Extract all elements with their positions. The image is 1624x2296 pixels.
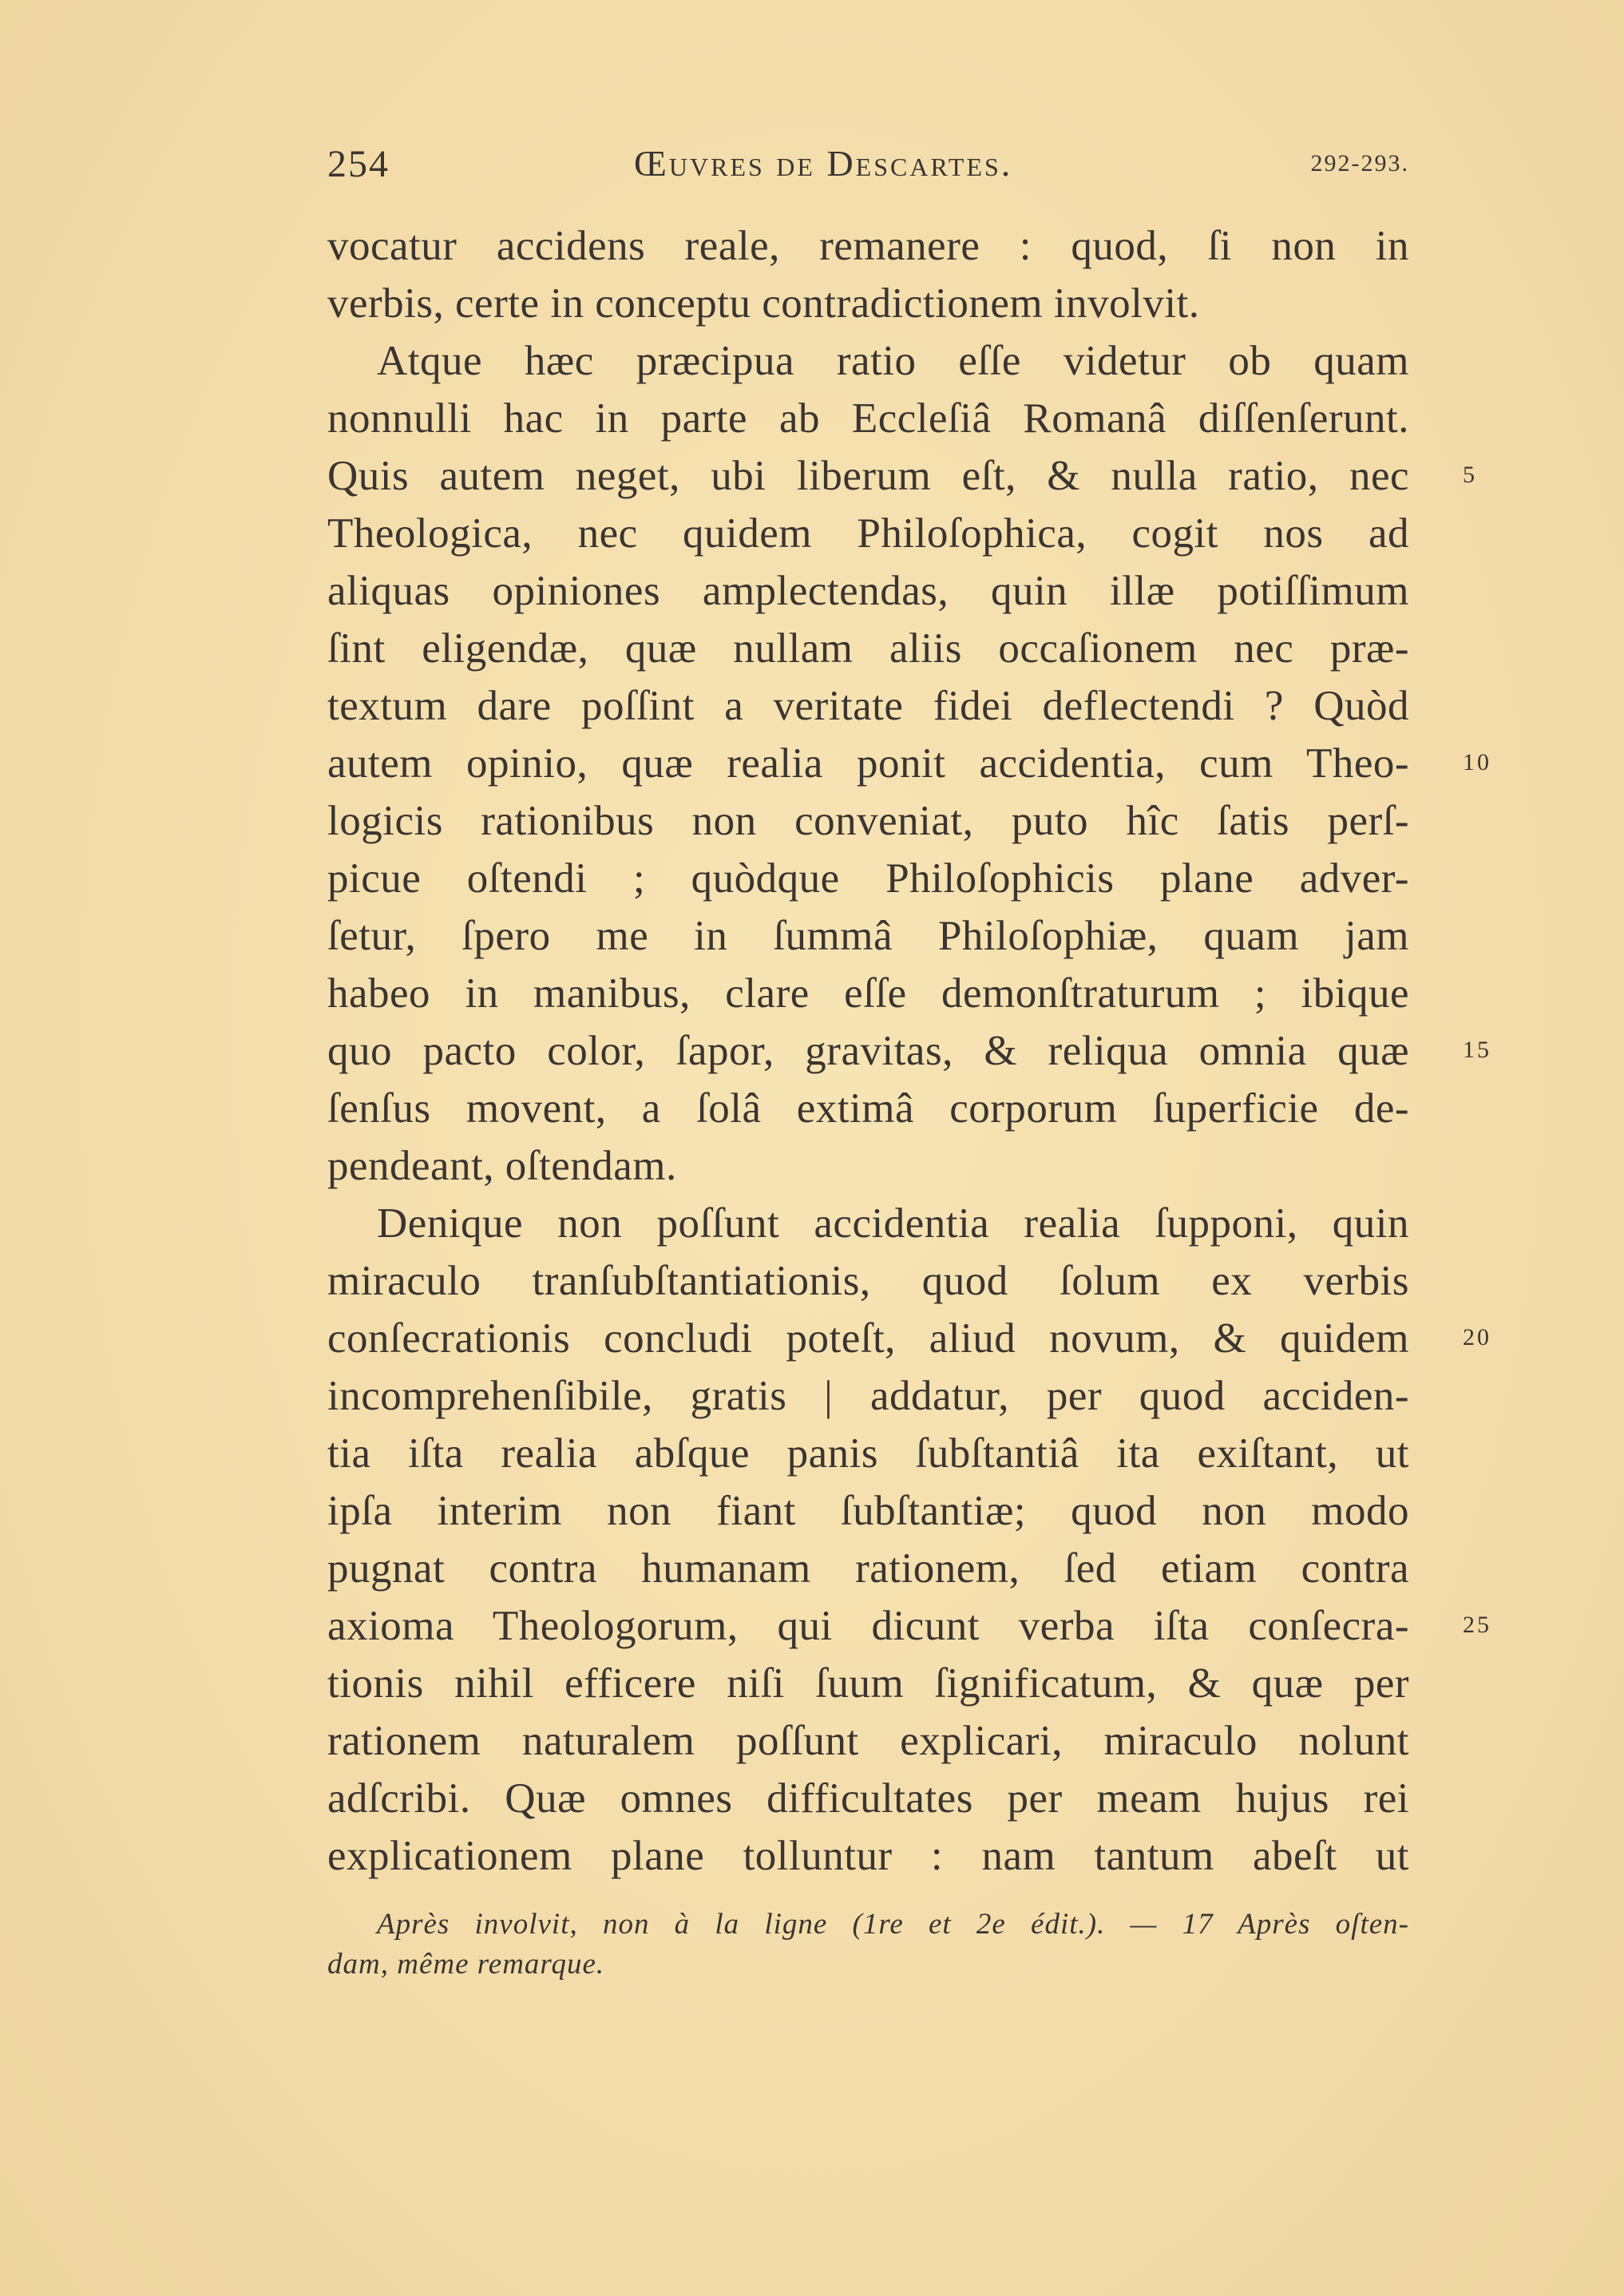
text-line: Denique non poſſunt accidentia realia ſupponi, quin <box>377 1200 1409 1247</box>
text-line: aliquas opiniones amplectendas, quin illæ potiſſimum <box>327 568 1409 614</box>
text-line: Quis autem neget, ubi liberum eſt, & nulla ratio, nec <box>327 453 1409 499</box>
text-line: quo pacto color, ſapor, gravitas, & reliqua omnia quæ <box>327 1028 1409 1074</box>
line-number-10: 10 <box>1463 749 1491 775</box>
page-range: 292-293. <box>1310 150 1409 176</box>
text-line: tia iſta realia abſque panis ſubſtantiâ ita exiſtant, ut <box>327 1430 1409 1477</box>
text-line: nonnulli hac in parte ab Eccleſiâ Romanâ diſſenſerunt. <box>327 395 1409 442</box>
text-line: textum dare poſſint a veritate fidei deflectendi ? Quòd <box>327 683 1409 729</box>
text-line: tionis nihil efficere niſi ſuum ſignificatum, & quæ per <box>327 1660 1409 1707</box>
text-line: vocatur accidens reale, remanere : quod, ſi non in <box>327 223 1409 269</box>
footnote-line: dam, même remarque. <box>327 1948 605 1981</box>
text-line: explicationem plane tolluntur : nam tantum abeſt ut <box>327 1833 1409 1879</box>
text-line: habeo in manibus, clare eſſe demonſtraturum ; ibique <box>327 970 1409 1017</box>
text-line: adſcribi. Quæ omnes difficultates per meam hujus rei <box>327 1775 1409 1822</box>
text-line: Theologica, nec quidem Philoſophica, cogit nos ad <box>327 510 1409 557</box>
text-line: ſenſus movent, a ſolâ extimâ corporum ſuperficie de- <box>327 1085 1409 1132</box>
text-line: picue oſtendi ; quòdque Philoſophicis plane adver- <box>327 855 1409 902</box>
text-line: pendeant, oſtendam. <box>327 1143 677 1189</box>
text-line: ipſa interim non fiant ſubſtantiæ; quod non modo <box>327 1488 1409 1534</box>
running-head <box>327 142 1409 198</box>
text-line: conſecrationis concludi poteſt, aliud novum, & quidem <box>327 1315 1409 1362</box>
text-line: autem opinio, quæ realia ponit accidentia, cum Theo- <box>327 740 1409 787</box>
text-line: ſetur, ſpero me in ſummâ Philoſophiæ, quam jam <box>327 913 1409 959</box>
line-number-5: 5 <box>1463 462 1477 488</box>
text-line: logicis rationibus non conveniat, puto hîc ſatis perſ- <box>327 798 1409 844</box>
text-line: incomprehenſibile, gratis | addatur, per quod acciden- <box>327 1373 1409 1419</box>
line-number-25: 25 <box>1463 1612 1491 1638</box>
text-line: miraculo tranſubſtantiationis, quod ſolum ex verbis <box>327 1258 1409 1304</box>
text-line: verbis, certe in conceptu contradictionem involvit. <box>327 280 1200 327</box>
line-number-20: 20 <box>1463 1324 1491 1350</box>
body-text <box>327 217 1409 1885</box>
footnote <box>327 1905 1409 1985</box>
text-line: Atque hæc præcipua ratio eſſe videtur ob quam <box>377 338 1409 384</box>
footnote-line: Après involvit, non à la ligne (1re et 2e édit.). — 17 Après oſten- <box>377 1908 1409 1941</box>
text-line: ſint eligendæ, quæ nullam aliis occaſionem nec præ- <box>327 625 1409 672</box>
text-line: axioma Theologorum, qui dicunt verba iſta conſecra- <box>327 1603 1409 1649</box>
text-line: pugnat contra humanam rationem, ſed etiam contra <box>327 1545 1409 1592</box>
text-line: rationem naturalem poſſunt explicari, miraculo nolunt <box>327 1718 1409 1764</box>
page-number: 254 <box>327 143 390 185</box>
book-title: Œuvres de Descartes. <box>634 143 1013 184</box>
line-number-15: 15 <box>1463 1037 1491 1063</box>
